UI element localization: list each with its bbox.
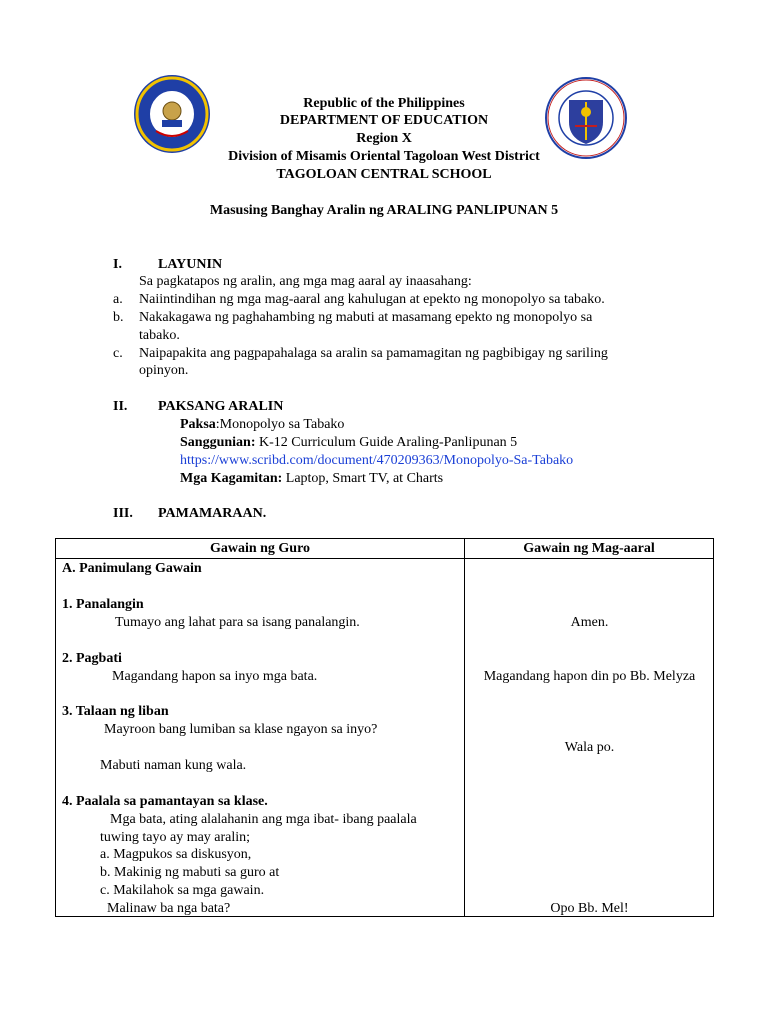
section1-heading: LAYUNIN bbox=[158, 257, 223, 272]
talaan-heading: 3. Talaan ng liban bbox=[62, 704, 169, 719]
talaan-response: Mabuti naman kung wala. bbox=[100, 758, 247, 773]
panimulang-gawain-heading: A. Panimulang Gawain bbox=[62, 561, 202, 576]
paalala-question: Malinaw ba nga bata? bbox=[107, 901, 231, 916]
kagamitan-line bbox=[180, 470, 443, 487]
mag-aaral-cell bbox=[465, 559, 713, 916]
section3-numeral: III. bbox=[113, 506, 133, 521]
paalala-line: Mga bata, ating alalahanin ang mga ibat- ibang paalala bbox=[110, 812, 417, 827]
paalala-item: b. Makinig ng mabuti sa guro at bbox=[100, 865, 280, 880]
header-division: Division of Misamis Oriental Tagoloan West District bbox=[228, 149, 540, 164]
objective-letter: a. bbox=[113, 292, 123, 307]
objective-text: Naiintindihan ng mga mag-aaral ang kahulugan at epekto ng monopolyo sa tabako. bbox=[139, 292, 605, 307]
header-department: DEPARTMENT OF EDUCATION bbox=[279, 113, 489, 128]
talaan-question: Mayroon bang lumiban sa klase ngayon sa inyo? bbox=[104, 722, 378, 737]
paalala-heading: 4. Paalala sa pamantayan sa klase. bbox=[62, 794, 268, 809]
student-response: Magandang hapon din po Bb. Melyza bbox=[483, 669, 696, 684]
procedure-table bbox=[55, 538, 714, 917]
guro-cell bbox=[56, 559, 464, 916]
student-response: Opo Bb. Mel! bbox=[550, 901, 629, 916]
pagbati-heading: 2. Pagbati bbox=[62, 651, 122, 666]
header-republic: Republic of the Philippines bbox=[303, 96, 465, 111]
column-header-guro: Gawain ng Guro bbox=[56, 539, 465, 559]
paksa-line bbox=[180, 416, 344, 433]
objective-text: tabako. bbox=[139, 328, 180, 343]
kagamitan-value: Laptop, Smart TV, at Charts bbox=[282, 471, 444, 486]
header-school: TAGOLOAN CENTRAL SCHOOL bbox=[276, 167, 492, 182]
sanggunian-label: Sanggunian: bbox=[180, 435, 256, 450]
section1-numeral: I. bbox=[113, 257, 122, 272]
paksa-label: Paksa bbox=[180, 417, 216, 432]
paksa-value: :Monopolyo sa Tabako bbox=[215, 417, 345, 432]
pagbati-text: Magandang hapon sa inyo mga bata. bbox=[112, 669, 318, 684]
student-response: Amen. bbox=[570, 615, 609, 630]
sanggunian-line bbox=[180, 434, 517, 451]
panalangin-text: Tumayo ang lahat para sa isang panalangin. bbox=[115, 615, 360, 630]
kagamitan-label: Mga Kagamitan: bbox=[180, 471, 283, 486]
section2-numeral: II. bbox=[113, 399, 128, 414]
sanggunian-value: K-12 Curriculum Guide Araling-Panlipunan 5 bbox=[255, 435, 518, 450]
section2-heading: PAKSANG ARALIN bbox=[158, 399, 284, 414]
objective-text: Naipapakita ang pagpapahalaga sa aralin sa pamamagitan ng pagbibigay ng sariling bbox=[139, 346, 608, 361]
header-region: Region X bbox=[356, 131, 412, 146]
section1-intro: Sa pagkatapos ng aralin, ang mga mag aaral ay inaasahang: bbox=[139, 274, 472, 289]
student-response: Wala po. bbox=[564, 740, 615, 755]
paalala-item: c. Makilahok sa mga gawain. bbox=[100, 883, 265, 898]
objective-text: opinyon. bbox=[139, 363, 189, 378]
column-header-mag-aaral: Gawain ng Mag-aaral bbox=[465, 539, 714, 559]
section3-heading: PAMAMARAAN. bbox=[158, 506, 267, 521]
objective-text: Nakakagawa ng paghahambing ng mabuti at masamang epekto ng monopolyo sa bbox=[139, 310, 593, 325]
objective-letter: c. bbox=[113, 346, 123, 361]
objective-letter: b. bbox=[113, 310, 124, 325]
reference-link[interactable]: https://www.scribd.com/document/470209363/Monopolyo-Sa-Tabako bbox=[180, 453, 574, 468]
document-title: Masusing Banghay Aralin ng ARALING PANLIPUNAN 5 bbox=[209, 203, 559, 218]
panalangin-heading: 1. Panalangin bbox=[62, 597, 144, 612]
paalala-item: a. Magpukos sa diskusyon, bbox=[100, 847, 252, 862]
paalala-line: tuwing tayo ay may aralin; bbox=[100, 830, 251, 845]
